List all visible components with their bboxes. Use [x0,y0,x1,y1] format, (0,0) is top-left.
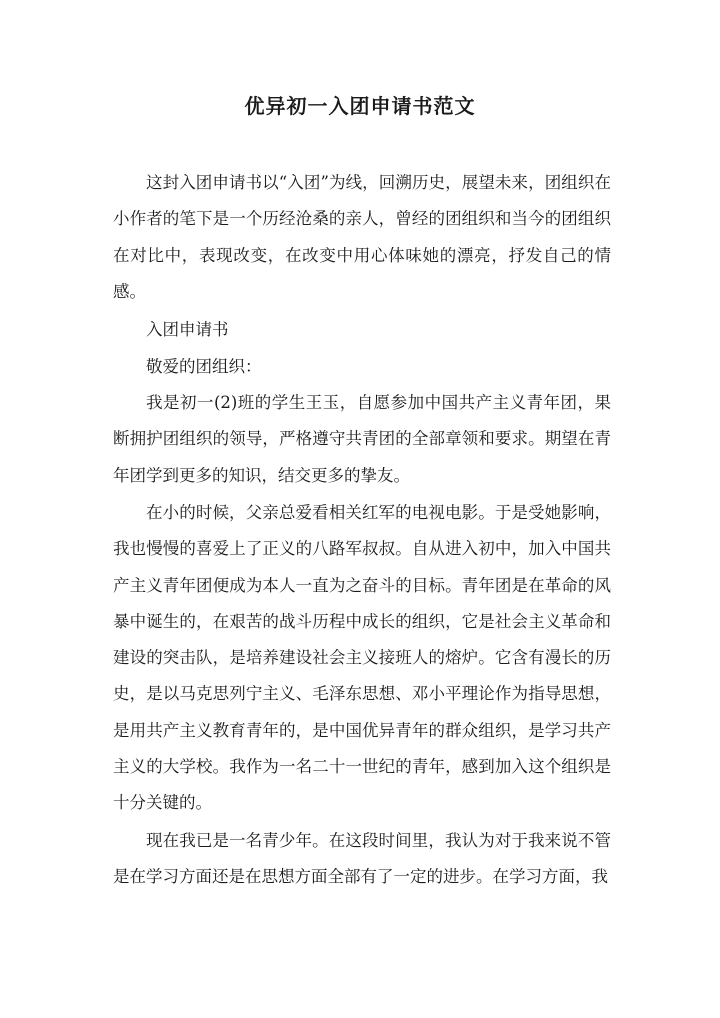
letter-heading: 入团申请书 [146,320,229,339]
salutation: 敬爱的团组织： [146,357,262,376]
body-paragraph: 在小的时候，父亲总爱看相关红军的电视电影。于是受她影响，我也慢慢的喜爱上了正义的八路军叔叔。自从进入初中，加入中国共产主义青年团便成为本人一直为之奋斗的目标。青年团是在革命的风暴中诞生的，在艰苦的战斗历程中成长的组织，它是社会主义革命和建设的突击队，是培养建设社会主义接班人的熔炉。它含有漫长的历史，是以马克思列宁主义、毛泽东思想、邓小平理论作为指导思想，是用共产主义教育青年的，是中国优异青年的群众组织，是学习共产主义的大学校。我作为一名二十一世纪的青年，感到加入这个组织是十分关键的。 [113,503,611,813]
intro-paragraph: 这封入团申请书以“入团”为线，回溯历史，展望未来，团组织在小作者的笔下是一个历经沧桑的亲人，曾经的团组织和当今的团组织在对比中，表现改变，在改变中用心体味她的漂亮，抒发自己的情感。 [113,173,611,301]
body-paragraph: 现在我已是一名青少年。在这段时间里，我认为对于我来说不管是在学习方面还是在思想方面全部有了一定的进步。在学习方面，我 [113,831,611,887]
document-title: 优异初一入团申请书范文 [244,94,476,118]
body-paragraph: 我是初一(2)班的学生王玉，自愿参加中国共产主义青年团，果断拥护团组织的领导，严格遵守共青团的全部章领和要求。期望在青年团学到更多的知识，结交更多的挚友。 [113,393,611,485]
